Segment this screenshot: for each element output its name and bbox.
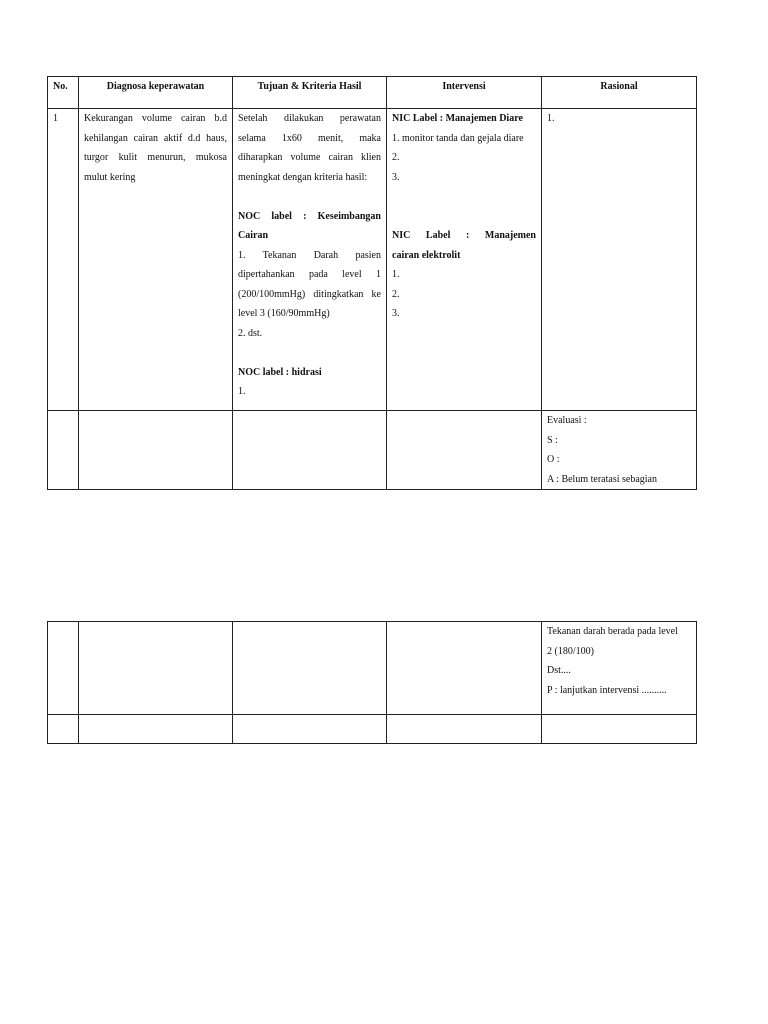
cell-empty	[48, 715, 79, 744]
noc-label-title: NOC label : Keseimbangan	[238, 210, 381, 222]
header-diagnosa: Diagnosa keperawatan	[79, 77, 233, 109]
diagnosa-line: mulut kering	[84, 171, 136, 183]
noc-item: dipertahankan pada level 1	[238, 269, 381, 280]
noc-label-title: Cairan	[238, 230, 268, 241]
tujuan-intro-line: Setelah dilakukan perawatan	[238, 113, 381, 124]
noc-item: 1.	[238, 386, 246, 397]
nic-item: 2.	[392, 152, 400, 163]
nic-label-title: NIC Label : Manajemen Diare	[392, 113, 523, 124]
spacer	[392, 187, 536, 207]
cell-empty	[48, 622, 79, 715]
evaluasi-line: Tekanan darah berada pada level	[547, 626, 678, 637]
cell-empty	[79, 411, 233, 490]
cell-tujuan	[233, 109, 387, 411]
cell-no: 1	[48, 109, 79, 411]
tujuan-intro-line: diharapkan volume cairan klien	[238, 152, 381, 163]
cell-empty	[542, 715, 697, 744]
spacer	[392, 207, 536, 227]
cell-empty	[233, 622, 387, 715]
tujuan-intro-line: meningkat dengan kriteria hasil:	[238, 171, 368, 183]
header-no: No.	[48, 77, 79, 109]
nic-item: 1. monitor tanda dan gejala diare	[392, 132, 524, 144]
cell-empty	[233, 411, 387, 490]
cell-empty	[79, 715, 233, 744]
nic-item: 3.	[392, 171, 400, 183]
diagnosa-line: Kekurangan volume cairan b.d	[84, 113, 227, 124]
evaluasi-line: O :	[547, 454, 560, 465]
spacer	[238, 187, 381, 207]
evaluasi-line: 2 (180/100)	[547, 645, 594, 657]
noc-item: level 3 (160/90mmHg)	[238, 308, 330, 319]
cell-empty	[387, 411, 542, 490]
nic-item: 2.	[392, 288, 400, 300]
cell-empty	[48, 411, 79, 490]
nic-label-title: NIC Label : Manajemen	[392, 230, 536, 241]
noc-item: 1. Tekanan Darah pasien	[238, 249, 381, 261]
cell-evaluasi-continued	[542, 622, 697, 715]
header-intervensi: Intervensi	[387, 77, 542, 109]
table-row	[48, 411, 697, 490]
table-row	[48, 715, 697, 744]
table-row	[48, 109, 697, 411]
noc-label-title: NOC label : hidrasi	[238, 366, 322, 378]
header-tujuan: Tujuan & Kriteria Hasil	[233, 77, 387, 109]
spacer	[238, 343, 381, 363]
noc-item: 2. dst.	[238, 327, 263, 339]
tujuan-intro-line: selama 1x60 menit, maka	[238, 132, 381, 144]
evaluasi-line: Dst....	[547, 665, 571, 676]
care-plan-table	[47, 76, 697, 490]
nic-label-title: cairan elektrolit	[392, 249, 461, 261]
evaluasi-line: A : Belum teratasi sebagian	[547, 473, 657, 485]
care-plan-table-continued	[47, 621, 697, 744]
evaluasi-line: P : lanjutkan intervensi ..........	[547, 684, 667, 696]
nic-item: 1.	[392, 269, 400, 280]
cell-empty	[387, 715, 542, 744]
cell-empty	[233, 715, 387, 744]
cell-empty	[79, 622, 233, 715]
rasional-line: 1.	[547, 113, 555, 124]
evaluasi-line: Evaluasi :	[547, 415, 587, 426]
table-row	[48, 622, 697, 715]
cell-evaluasi	[542, 411, 697, 490]
diagnosa-line: kehilangan cairan aktif d.d haus,	[84, 132, 227, 144]
diagnosa-line: turgor kulit menurun, mukosa	[84, 152, 227, 163]
cell-empty	[387, 622, 542, 715]
header-rasional: Rasional	[542, 77, 697, 109]
noc-item: (200/100mmHg) ditingkatkan ke	[238, 288, 381, 300]
evaluasi-line: S :	[547, 434, 558, 446]
cell-intervensi	[387, 109, 542, 411]
cell-rasional	[542, 109, 697, 411]
table-header-row	[48, 77, 697, 109]
cell-diagnosa	[79, 109, 233, 411]
nic-item: 3.	[392, 308, 400, 319]
